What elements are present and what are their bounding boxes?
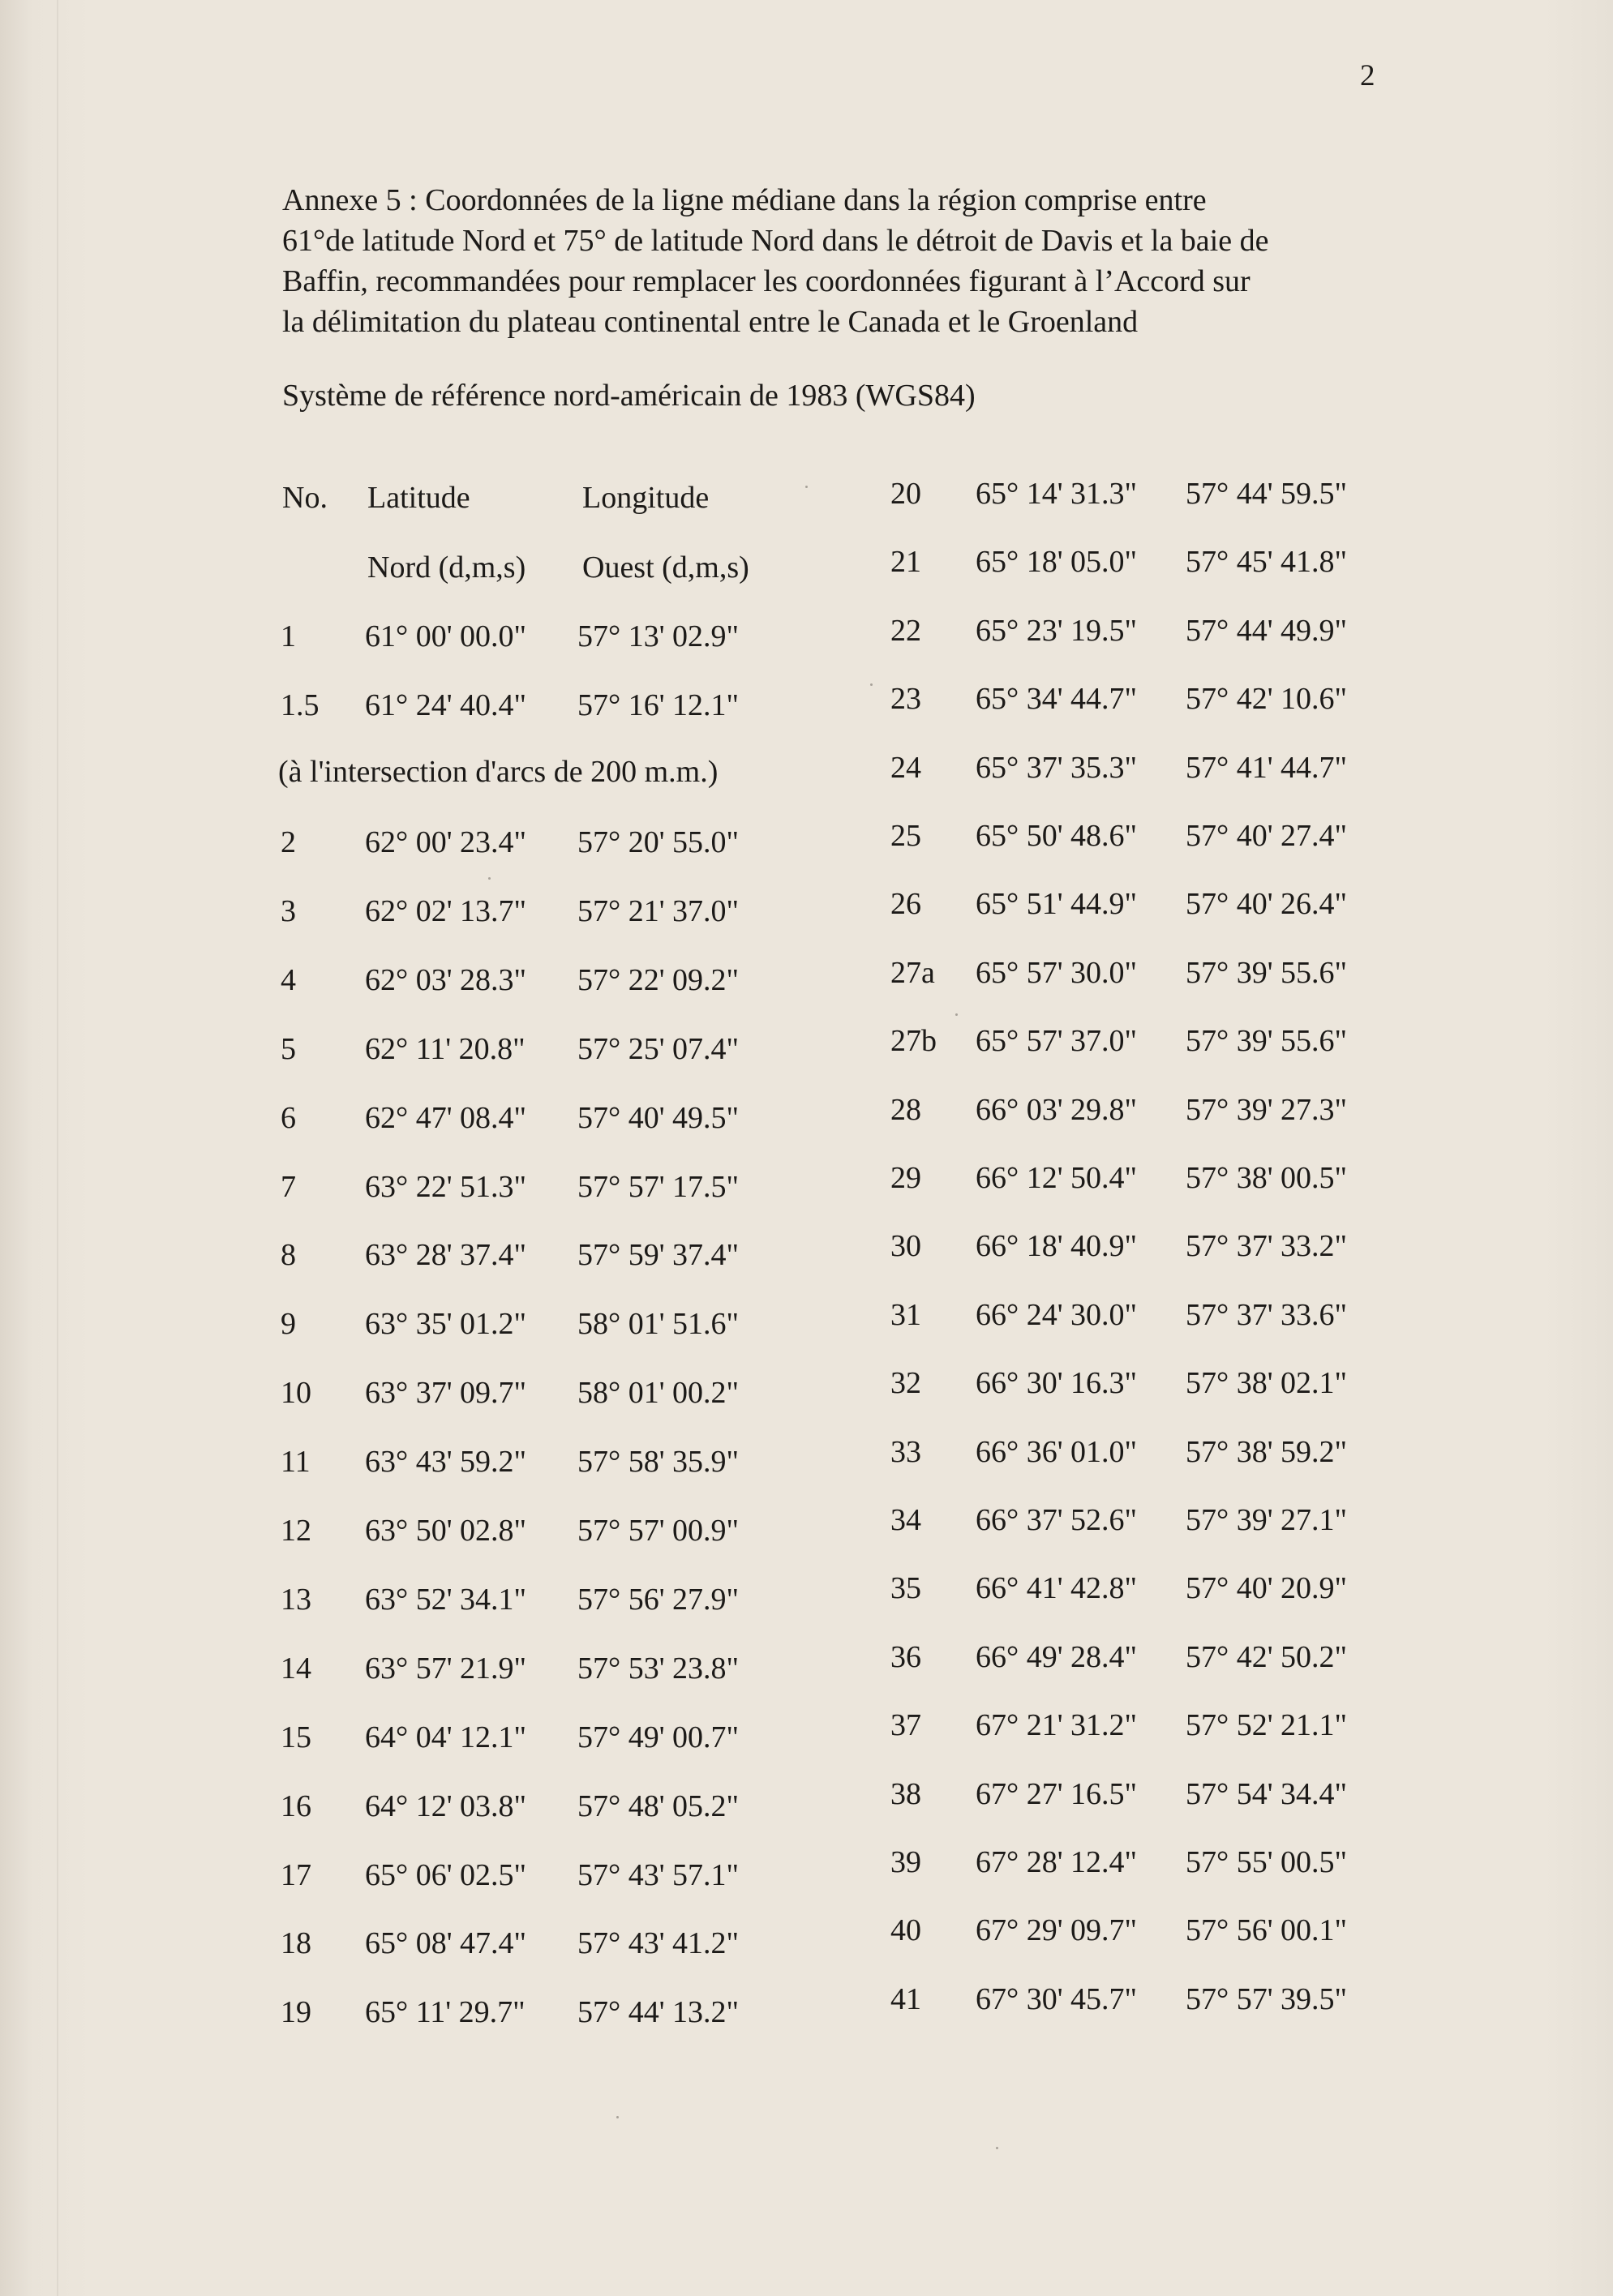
- longitude-value: 57° 58' 35.9": [577, 1445, 740, 1480]
- row-number: 10: [281, 1376, 311, 1411]
- latitude-value: 65° 57' 30.0": [976, 955, 1138, 990]
- row-number: 26: [890, 887, 921, 922]
- latitude-value: 66° 03' 29.8": [976, 1092, 1138, 1127]
- intersection-note: (à l'intersection d'arcs de 200 m.m.): [278, 755, 719, 789]
- latitude-value: 61° 24' 40.4": [365, 688, 527, 722]
- longitude-value: 57° 56' 27.9": [577, 1582, 740, 1617]
- latitude-value: 61° 00' 00.0": [365, 619, 527, 653]
- longitude-value: 57° 49' 00.7": [577, 1720, 740, 1754]
- row-number: 21: [890, 545, 921, 580]
- latitude-value: 63° 50' 02.8": [365, 1514, 527, 1548]
- paper-speck: [955, 1013, 958, 1016]
- longitude-value: 57° 38' 02.1": [1186, 1366, 1348, 1401]
- latitude-value: 63° 57' 21.9": [365, 1651, 527, 1686]
- latitude-value: 67° 30' 45.7": [976, 1981, 1138, 2016]
- paper-speck: [870, 683, 873, 686]
- row-number: 41: [890, 1981, 921, 2016]
- longitude-value: 57° 44' 59.5": [1186, 477, 1348, 511]
- longitude-value: 57° 48' 05.2": [577, 1788, 740, 1823]
- row-number: 13: [281, 1582, 311, 1617]
- row-number: 29: [890, 1161, 921, 1195]
- heading-line: la délimitation du plateau continental entre le Canada et le Groenland: [282, 305, 1139, 339]
- longitude-value: 57° 39' 55.6": [1186, 955, 1348, 990]
- heading-line: Annexe 5 : Coordonnées de la ligne médiane dans la région comprise entre: [282, 183, 1207, 217]
- longitude-value: 57° 57' 17.5": [577, 1169, 740, 1204]
- header-no: No.: [282, 481, 328, 515]
- row-number: 16: [281, 1788, 311, 1823]
- row-number: 31: [890, 1297, 921, 1332]
- row-number: 36: [890, 1639, 921, 1674]
- longitude-value: 57° 25' 07.4": [577, 1031, 740, 1066]
- row-number: 15: [281, 1720, 311, 1754]
- longitude-value: 57° 59' 37.4": [577, 1238, 740, 1273]
- latitude-value: 66° 18' 40.9": [976, 1229, 1138, 1264]
- longitude-value: 58° 01' 51.6": [577, 1307, 740, 1342]
- longitude-value: 57° 38' 59.2": [1186, 1434, 1348, 1469]
- row-number: 4: [281, 962, 296, 997]
- latitude-value: 66° 49' 28.4": [976, 1639, 1138, 1674]
- latitude-value: 65° 34' 44.7": [976, 682, 1138, 717]
- row-number: 28: [890, 1092, 921, 1127]
- annex-heading: [282, 180, 1434, 342]
- longitude-value: 57° 39' 27.3": [1186, 1092, 1348, 1127]
- row-number: 40: [890, 1913, 921, 1948]
- row-number: 33: [890, 1434, 921, 1469]
- row-number: 27a: [890, 955, 935, 990]
- longitude-value: 57° 57' 00.9": [577, 1514, 740, 1548]
- longitude-value: 57° 21' 37.0": [577, 893, 740, 928]
- row-number: 11: [281, 1445, 311, 1480]
- longitude-value: 57° 43' 41.2": [577, 1926, 740, 1961]
- longitude-value: 57° 53' 23.8": [577, 1651, 740, 1686]
- latitude-value: 62° 02' 13.7": [365, 893, 527, 928]
- latitude-value: 63° 28' 37.4": [365, 1238, 527, 1273]
- latitude-value: 67° 29' 09.7": [976, 1913, 1138, 1948]
- longitude-value: 57° 45' 41.8": [1186, 545, 1348, 580]
- longitude-value: 57° 40' 49.5": [577, 1100, 740, 1135]
- latitude-value: 65° 11' 29.7": [365, 1995, 526, 2030]
- row-number: 20: [890, 477, 921, 511]
- latitude-value: 63° 43' 59.2": [365, 1445, 527, 1480]
- longitude-value: 58° 01' 00.2": [577, 1376, 740, 1411]
- longitude-value: 57° 41' 44.7": [1186, 750, 1348, 785]
- longitude-value: 57° 43' 57.1": [577, 1857, 740, 1892]
- row-number: 19: [281, 1995, 311, 2030]
- longitude-value: 57° 55' 00.5": [1186, 1845, 1348, 1879]
- row-number: 37: [890, 1708, 921, 1743]
- latitude-value: 66° 36' 01.0": [976, 1434, 1138, 1469]
- paper-speck: [996, 2147, 998, 2149]
- longitude-value: 57° 40' 20.9": [1186, 1571, 1348, 1606]
- latitude-value: 65° 18' 05.0": [976, 545, 1138, 580]
- latitude-value: 66° 30' 16.3": [976, 1366, 1138, 1401]
- row-number: 2: [281, 825, 296, 859]
- longitude-value: 57° 13' 02.9": [577, 619, 740, 653]
- longitude-value: 57° 56' 00.1": [1186, 1913, 1348, 1948]
- latitude-value: 63° 52' 34.1": [365, 1582, 527, 1617]
- longitude-value: 57° 54' 34.4": [1186, 1776, 1348, 1811]
- longitude-value: 57° 16' 12.1": [577, 688, 740, 722]
- longitude-value: 57° 40' 26.4": [1186, 887, 1348, 922]
- row-number: 25: [890, 819, 921, 853]
- latitude-value: 65° 08' 47.4": [365, 1926, 527, 1961]
- latitude-value: 64° 12' 03.8": [365, 1788, 527, 1823]
- row-number: 1: [281, 619, 296, 653]
- latitude-value: 65° 14' 31.3": [976, 477, 1138, 511]
- row-number: 24: [890, 750, 921, 785]
- longitude-value: 57° 52' 21.1": [1186, 1708, 1348, 1743]
- longitude-value: 57° 20' 55.0": [577, 825, 740, 859]
- row-number: 32: [890, 1366, 921, 1401]
- longitude-value: 57° 57' 39.5": [1186, 1981, 1348, 2016]
- paper-speck: [488, 877, 491, 880]
- latitude-value: 62° 00' 23.4": [365, 825, 527, 859]
- longitude-value: 57° 39' 27.1": [1186, 1503, 1348, 1537]
- latitude-value: 65° 57' 37.0": [976, 1024, 1138, 1059]
- header-longitude-sub: Ouest (d,m,s): [582, 550, 749, 585]
- heading-line: 61°de latitude Nord et 75° de latitude Nord dans le détroit de Davis et la baie de: [282, 224, 1269, 258]
- longitude-value: 57° 42' 50.2": [1186, 1639, 1348, 1674]
- row-number: 1.5: [281, 688, 320, 722]
- row-number: 5: [281, 1031, 296, 1066]
- row-number: 6: [281, 1100, 296, 1135]
- header-latitude: Latitude: [367, 481, 470, 515]
- row-number: 9: [281, 1307, 296, 1342]
- latitude-value: 65° 50' 48.6": [976, 819, 1138, 853]
- latitude-value: 66° 24' 30.0": [976, 1297, 1138, 1332]
- latitude-value: 67° 28' 12.4": [976, 1845, 1138, 1879]
- row-number: 38: [890, 1776, 921, 1811]
- latitude-value: 67° 27' 16.5": [976, 1776, 1138, 1811]
- latitude-value: 66° 41' 42.8": [976, 1571, 1138, 1606]
- row-number: 23: [890, 682, 921, 717]
- latitude-value: 65° 37' 35.3": [976, 750, 1138, 785]
- longitude-value: 57° 40' 27.4": [1186, 819, 1348, 853]
- latitude-value: 64° 04' 12.1": [365, 1720, 527, 1754]
- longitude-value: 57° 39' 55.6": [1186, 1024, 1348, 1059]
- latitude-value: 65° 23' 19.5": [976, 613, 1138, 648]
- latitude-value: 62° 11' 20.8": [365, 1031, 526, 1066]
- row-number: 7: [281, 1169, 296, 1204]
- longitude-value: 57° 44' 49.9": [1186, 613, 1348, 648]
- row-number: 17: [281, 1857, 311, 1892]
- heading-line: Baffin, recommandées pour remplacer les coordonnées figurant à l’Accord sur: [282, 264, 1251, 298]
- row-number: 14: [281, 1651, 311, 1686]
- row-number: 3: [281, 893, 296, 928]
- latitude-value: 62° 47' 08.4": [365, 1100, 527, 1135]
- latitude-value: 63° 22' 51.3": [365, 1169, 527, 1204]
- latitude-value: 66° 12' 50.4": [976, 1161, 1138, 1195]
- paper-speck: [805, 486, 808, 488]
- longitude-value: 57° 44' 13.2": [577, 1995, 740, 2030]
- row-number: 18: [281, 1926, 311, 1961]
- longitude-value: 57° 38' 00.5": [1186, 1161, 1348, 1195]
- longitude-value: 57° 37' 33.6": [1186, 1297, 1348, 1332]
- longitude-value: 57° 22' 09.2": [577, 962, 740, 997]
- row-number: 27b: [890, 1024, 937, 1059]
- page-number: 2: [1360, 59, 1375, 92]
- row-number: 34: [890, 1503, 921, 1537]
- latitude-value: 62° 03' 28.3": [365, 962, 527, 997]
- page-binding-shadow: [57, 0, 58, 2296]
- latitude-value: 65° 51' 44.9": [976, 887, 1138, 922]
- longitude-value: 57° 42' 10.6": [1186, 682, 1348, 717]
- reference-system: Système de référence nord-américain de 1983 (WGS84): [282, 379, 976, 413]
- row-number: 22: [890, 613, 921, 648]
- longitude-value: 57° 37' 33.2": [1186, 1229, 1348, 1264]
- latitude-value: 63° 35' 01.2": [365, 1307, 527, 1342]
- paper-speck: [616, 2116, 619, 2118]
- header-latitude-sub: Nord (d,m,s): [367, 550, 526, 585]
- latitude-value: 66° 37' 52.6": [976, 1503, 1138, 1537]
- latitude-value: 67° 21' 31.2": [976, 1708, 1138, 1743]
- row-number: 8: [281, 1238, 296, 1273]
- row-number: 30: [890, 1229, 921, 1264]
- latitude-value: 63° 37' 09.7": [365, 1376, 527, 1411]
- row-number: 12: [281, 1514, 311, 1548]
- row-number: 39: [890, 1845, 921, 1879]
- latitude-value: 65° 06' 02.5": [365, 1857, 527, 1892]
- header-longitude: Longitude: [582, 481, 710, 515]
- row-number: 35: [890, 1571, 921, 1606]
